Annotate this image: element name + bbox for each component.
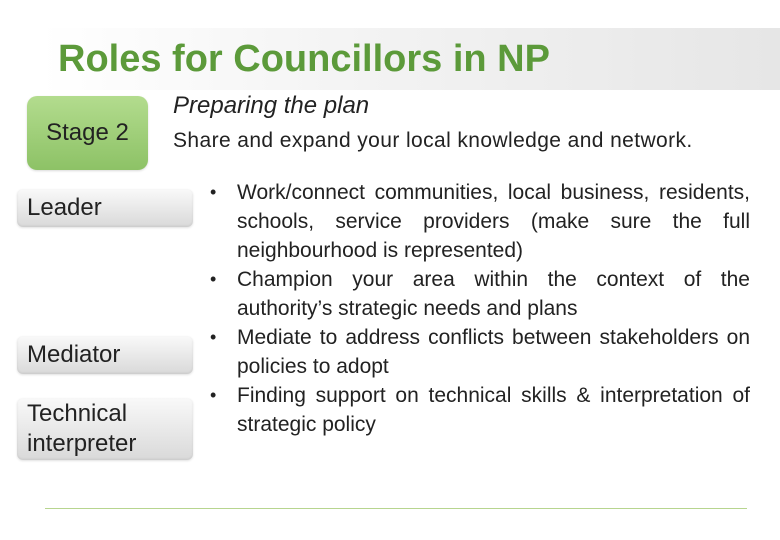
bullet-text: Finding support on technical skills & interpretation of strategic policy [237,384,750,436]
footer-divider [45,508,747,509]
bullet-item [207,323,750,381]
role-box-technical-interpreter: Technical interpreter [17,398,193,460]
bullet-icon: • [210,327,217,347]
bullet-text: Champion your area within the context of the authority’s strategic needs and plans [237,268,750,320]
bullet-item [207,381,750,439]
section-heading: Preparing the plan [173,92,370,119]
bullet-icon: • [210,385,217,405]
bullet-icon: • [210,269,217,289]
bullet-text: Mediate to address conflicts between stakeholders on policies to adopt [237,326,750,378]
bullet-text: Work/connect communities, local business, residents, schools, service providers (make sure the full neighbourhood is represented) [237,181,750,262]
bullet-list [207,178,750,439]
slide-title: Roles for Councillors in NP [58,38,550,80]
bullet-icon: • [210,182,217,202]
role-box-leader: Leader [17,189,193,227]
bullet-item [207,178,750,265]
role-box-mediator: Mediator [17,336,193,374]
bullet-item [207,265,750,323]
intro-text: Share and expand your local knowledge and network. [173,129,693,152]
stage-badge: Stage 2 [27,96,148,170]
